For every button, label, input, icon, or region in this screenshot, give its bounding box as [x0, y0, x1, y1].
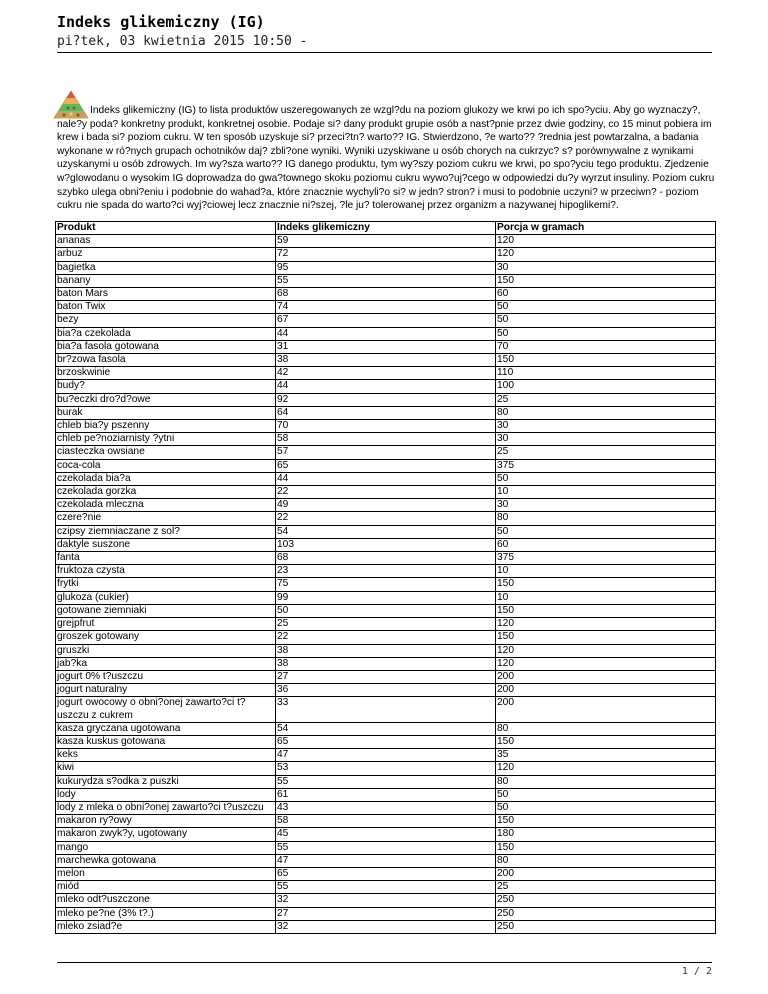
glycemic-index-cell: 68 [276, 288, 496, 301]
product-cell: br?zowa fasola [56, 354, 276, 367]
glycemic-index-cell: 59 [276, 235, 496, 248]
glycemic-index-cell: 67 [276, 314, 496, 327]
table-row [56, 828, 716, 841]
table-row [56, 274, 716, 287]
header-divider [57, 52, 712, 53]
table-row [56, 248, 716, 261]
portion-cell: 375 [496, 552, 716, 565]
product-cell: czekolada gorzka [56, 486, 276, 499]
product-cell: makaron zwyk?y, ugotowany [56, 828, 276, 841]
product-cell: keks [56, 749, 276, 762]
glycemic-index-cell: 72 [276, 248, 496, 261]
glycemic-index-cell: 36 [276, 684, 496, 697]
table-row [56, 854, 716, 867]
table-row [56, 815, 716, 828]
product-cell: brzoskwinie [56, 367, 276, 380]
portion-cell: 200 [496, 670, 716, 683]
portion-cell: 30 [496, 420, 716, 433]
glycemic-index-cell: 38 [276, 354, 496, 367]
header-glycemic-index: Indeks glikemiczny [276, 222, 496, 235]
glycemic-index-cell: 42 [276, 367, 496, 380]
table-row [56, 631, 716, 644]
glycemic-index-cell: 95 [276, 261, 496, 274]
table-row [56, 340, 716, 353]
table-row [56, 552, 716, 565]
table-row [56, 301, 716, 314]
portion-cell: 250 [496, 907, 716, 920]
product-cell: lody z mleka o obni?onej zawarto?ci t?uszczu [56, 801, 276, 814]
document-date: pi?tek, 03 kwietnia 2015 10:50 - [57, 34, 308, 49]
product-cell: burak [56, 406, 276, 419]
table-row [56, 722, 716, 735]
glycemic-index-cell: 32 [276, 920, 496, 933]
glycemic-index-cell: 75 [276, 578, 496, 591]
glycemic-index-cell: 27 [276, 907, 496, 920]
portion-cell: 10 [496, 486, 716, 499]
glycemic-index-cell: 38 [276, 644, 496, 657]
product-cell: gruszki [56, 644, 276, 657]
product-cell: bia?a fasola gotowana [56, 340, 276, 353]
table-row [56, 894, 716, 907]
product-cell: baton Twix [56, 301, 276, 314]
portion-cell: 50 [496, 327, 716, 340]
product-cell: kiwi [56, 762, 276, 775]
product-cell: melon [56, 867, 276, 880]
portion-cell: 200 [496, 867, 716, 880]
glycemic-index-cell: 68 [276, 552, 496, 565]
portion-cell: 150 [496, 841, 716, 854]
glycemic-index-cell: 65 [276, 459, 496, 472]
table-row [56, 618, 716, 631]
table-row [56, 327, 716, 340]
product-cell: kukurydza s?odka z puszki [56, 775, 276, 788]
product-cell: mango [56, 841, 276, 854]
product-cell: arbuz [56, 248, 276, 261]
product-cell: bagietka [56, 261, 276, 274]
portion-cell: 80 [496, 406, 716, 419]
product-cell: mleko zsiad?e [56, 920, 276, 933]
footer-divider [57, 962, 712, 963]
glycemic-index-cell: 55 [276, 881, 496, 894]
portion-cell: 25 [496, 393, 716, 406]
product-cell: czekolada bia?a [56, 472, 276, 485]
glycemic-index-cell: 70 [276, 420, 496, 433]
table-row [56, 670, 716, 683]
glycemic-index-cell: 99 [276, 591, 496, 604]
product-cell: bezy [56, 314, 276, 327]
portion-cell: 60 [496, 538, 716, 551]
product-cell: marchewka gotowana [56, 854, 276, 867]
table-row [56, 446, 716, 459]
portion-cell: 25 [496, 881, 716, 894]
product-cell: ciasteczka owsiane [56, 446, 276, 459]
glycemic-index-cell: 31 [276, 340, 496, 353]
table-row [56, 591, 716, 604]
glycemic-index-cell: 27 [276, 670, 496, 683]
table-row [56, 261, 716, 274]
portion-cell: 150 [496, 604, 716, 617]
table-row [56, 459, 716, 472]
portion-cell: 10 [496, 591, 716, 604]
glycemic-index-cell: 44 [276, 472, 496, 485]
glycemic-index-cell: 55 [276, 775, 496, 788]
glycemic-index-cell: 44 [276, 327, 496, 340]
product-cell: banany [56, 274, 276, 287]
portion-cell: 120 [496, 235, 716, 248]
product-cell: jogurt owocowy o obni?onej zawarto?ci t?uszczu z cukrem [56, 697, 276, 722]
header-portion: Porcja w gramach [496, 222, 716, 235]
portion-cell: 120 [496, 762, 716, 775]
table-row [56, 486, 716, 499]
table-row [56, 604, 716, 617]
glycemic-index-cell: 33 [276, 697, 496, 722]
page-number: 1 / 2 [681, 966, 712, 977]
product-cell: jab?ka [56, 657, 276, 670]
glycemic-index-cell: 74 [276, 301, 496, 314]
table-row [56, 288, 716, 301]
product-cell: grejpfrut [56, 618, 276, 631]
portion-cell: 120 [496, 248, 716, 261]
portion-cell: 60 [496, 288, 716, 301]
portion-cell: 50 [496, 801, 716, 814]
product-cell: groszek gotowany [56, 631, 276, 644]
table-row [56, 881, 716, 894]
glycemic-index-cell: 22 [276, 512, 496, 525]
table-row [56, 538, 716, 551]
intro-paragraph: Indeks glikemiczny (IG) to lista produktów uszeregowanych ze wzgl?du na poziom glukozy we krwi po ich spo?yciu. Aby go wyznaczy?, nale?y poda? konkretny produkt, konkretnej osobie. Podaje si? dany produkt grupie osób a nast?pnie przez dwie godziny, co 15 minut pobiera im krew i bada si? poziom cukru. W ten sposób uzyskuje si? przeci?tn? warto?? IG. Stwierdzono, ?e warto?? ?rednia jest powtarzalna, a badania wykonane w ró?nych grupach ochotników daj? zbli?one wyniki. Wyniki uzyskiwane u osób chorych na cukrzyc? s? porównywalne z wynikami uzyskanymi u osób zdrowych. Im wy?sza warto?? IG danego produktu, tym wy?szy poziom cukru we krwi, po spo?yciu tego produktu. Zjedzenie w?glowodanu o wysokim IG doprowadza do gwa?townego skoku poziomu cukru wywo?uj?cego w odpowiedzi du?y wyrzut insuliny. Poziom cukru szybko ulega obni?eniu i podobnie do wahad?a, które znacznie wychyli?o si? w jedn? stron? i musi to podobnie uczyni? w przeciwn? - poziom cukru nie spada do warto?ci wyj?ciowej lecz znacznie ni?szej, ?le ju? tolerowanej przez organizm a nazywanej hipoglikemi?. [57, 105, 715, 212]
product-cell: baton Mars [56, 288, 276, 301]
portion-cell: 100 [496, 380, 716, 393]
portion-cell: 50 [496, 525, 716, 538]
glycemic-index-cell: 64 [276, 406, 496, 419]
product-cell: gotowane ziemniaki [56, 604, 276, 617]
product-cell: bu?eczki dro?d?owe [56, 393, 276, 406]
portion-cell: 30 [496, 433, 716, 446]
glycemic-index-table [55, 221, 716, 934]
product-cell: ananas [56, 235, 276, 248]
portion-cell: 80 [496, 775, 716, 788]
glycemic-index-cell: 58 [276, 815, 496, 828]
portion-cell: 80 [496, 512, 716, 525]
glycemic-index-cell: 58 [276, 433, 496, 446]
glycemic-index-cell: 57 [276, 446, 496, 459]
product-cell: coca-cola [56, 459, 276, 472]
product-cell: lody [56, 788, 276, 801]
glycemic-index-cell: 50 [276, 604, 496, 617]
table-row [56, 433, 716, 446]
table-row [56, 472, 716, 485]
glycemic-index-cell: 61 [276, 788, 496, 801]
glycemic-index-cell: 22 [276, 486, 496, 499]
glycemic-index-cell: 44 [276, 380, 496, 393]
portion-cell: 30 [496, 261, 716, 274]
glycemic-index-cell: 55 [276, 274, 496, 287]
portion-cell: 150 [496, 274, 716, 287]
product-cell: bia?a czekolada [56, 327, 276, 340]
table-row [56, 420, 716, 433]
table-row [56, 354, 716, 367]
product-cell: fanta [56, 552, 276, 565]
glycemic-index-cell: 23 [276, 565, 496, 578]
portion-cell: 50 [496, 788, 716, 801]
product-cell: budy? [56, 380, 276, 393]
table-row [56, 749, 716, 762]
product-cell: frytki [56, 578, 276, 591]
portion-cell: 10 [496, 565, 716, 578]
glycemic-index-cell: 47 [276, 749, 496, 762]
portion-cell: 250 [496, 920, 716, 933]
table-row [56, 775, 716, 788]
table-row [56, 235, 716, 248]
product-cell: chleb bia?y pszenny [56, 420, 276, 433]
document-title: Indeks glikemiczny (IG) [57, 13, 265, 31]
portion-cell: 50 [496, 301, 716, 314]
glycemic-index-cell: 53 [276, 762, 496, 775]
product-cell: jogurt 0% t?uszczu [56, 670, 276, 683]
table-row [56, 697, 716, 722]
table-row [56, 920, 716, 933]
portion-cell: 150 [496, 578, 716, 591]
glycemic-index-cell: 103 [276, 538, 496, 551]
portion-cell: 25 [496, 446, 716, 459]
portion-cell: 150 [496, 631, 716, 644]
portion-cell: 50 [496, 314, 716, 327]
table-row [56, 907, 716, 920]
portion-cell: 35 [496, 749, 716, 762]
table-row [56, 578, 716, 591]
table-header-row [56, 222, 716, 235]
table-row [56, 406, 716, 419]
glycemic-index-cell: 47 [276, 854, 496, 867]
glycemic-index-cell: 38 [276, 657, 496, 670]
glycemic-index-cell: 65 [276, 735, 496, 748]
portion-cell: 200 [496, 697, 716, 722]
glycemic-index-cell: 32 [276, 894, 496, 907]
portion-cell: 250 [496, 894, 716, 907]
product-cell: kasza kuskus gotowana [56, 735, 276, 748]
portion-cell: 180 [496, 828, 716, 841]
product-cell: fruktoza czysta [56, 565, 276, 578]
glycemic-index-cell: 45 [276, 828, 496, 841]
product-cell: kasza gryczana ugotowana [56, 722, 276, 735]
table-row [56, 657, 716, 670]
glycemic-index-cell: 55 [276, 841, 496, 854]
portion-cell: 120 [496, 618, 716, 631]
table-row [56, 735, 716, 748]
product-cell: daktyle suszone [56, 538, 276, 551]
portion-cell: 150 [496, 354, 716, 367]
portion-cell: 150 [496, 735, 716, 748]
glycemic-index-cell: 43 [276, 801, 496, 814]
table-row [56, 367, 716, 380]
portion-cell: 110 [496, 367, 716, 380]
product-cell: czipsy ziemniaczane z sol? [56, 525, 276, 538]
product-cell: chleb pe?noziarnisty ?ytni [56, 433, 276, 446]
glycemic-index-cell: 49 [276, 499, 496, 512]
table-row [56, 565, 716, 578]
table-row [56, 684, 716, 697]
portion-cell: 80 [496, 722, 716, 735]
portion-cell: 80 [496, 854, 716, 867]
product-cell: miód [56, 881, 276, 894]
table-row [56, 841, 716, 854]
table-row [56, 393, 716, 406]
portion-cell: 200 [496, 684, 716, 697]
glycemic-index-cell: 92 [276, 393, 496, 406]
portion-cell: 30 [496, 499, 716, 512]
product-cell: jogurt naturalny [56, 684, 276, 697]
product-cell: mleko pe?ne (3% t?.) [56, 907, 276, 920]
portion-cell: 375 [496, 459, 716, 472]
product-cell: czekolada mleczna [56, 499, 276, 512]
table-row [56, 499, 716, 512]
glycemic-index-cell: 54 [276, 722, 496, 735]
table-row [56, 788, 716, 801]
portion-cell: 70 [496, 340, 716, 353]
header-product: Produkt [56, 222, 276, 235]
portion-cell: 120 [496, 644, 716, 657]
table-row [56, 762, 716, 775]
table-row [56, 512, 716, 525]
product-cell: glukoza (cukier) [56, 591, 276, 604]
table-row [56, 380, 716, 393]
glycemic-index-cell: 54 [276, 525, 496, 538]
glycemic-index-cell: 65 [276, 867, 496, 880]
table-row [56, 801, 716, 814]
product-cell: mleko odt?uszczone [56, 894, 276, 907]
glycemic-index-cell: 25 [276, 618, 496, 631]
table-row [56, 867, 716, 880]
product-cell: czere?nie [56, 512, 276, 525]
glycemic-index-cell: 22 [276, 631, 496, 644]
table-row [56, 525, 716, 538]
table-row [56, 314, 716, 327]
table-row [56, 644, 716, 657]
portion-cell: 150 [496, 815, 716, 828]
portion-cell: 50 [496, 472, 716, 485]
product-cell: makaron ry?owy [56, 815, 276, 828]
portion-cell: 120 [496, 657, 716, 670]
